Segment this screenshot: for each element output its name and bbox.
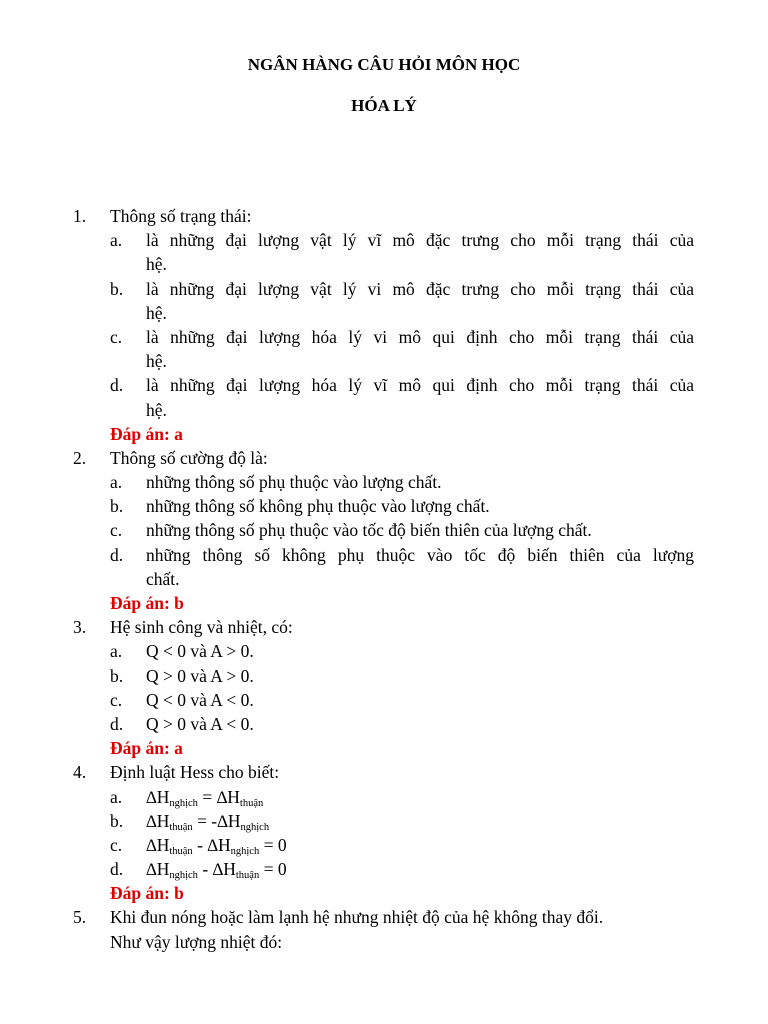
option-1c-cont — [0, 349, 768, 373]
delta-h-symbol: ∆H — [146, 859, 170, 880]
option-letter: b. — [110, 810, 124, 831]
formula-subscript: nghịch — [169, 797, 198, 809]
option-text: những thông số phụ thuộc vào lượng chất. — [146, 472, 442, 493]
question-number: 5. — [73, 907, 87, 928]
delta-h-symbol: ∆H — [216, 786, 240, 807]
option-letter: c. — [110, 834, 123, 855]
formula-subscript: nghịch — [240, 821, 270, 833]
option-text: là những đại lượng vật lý vi mô đặc trưng cho mỗi trạng thái của — [146, 278, 694, 299]
option-4b — [0, 809, 768, 833]
option-letter: a. — [110, 230, 123, 251]
formula-subscript: thuận — [169, 821, 193, 833]
option-letter: c. — [110, 326, 123, 347]
option-letter: d. — [110, 375, 124, 396]
formula-operator: = - — [192, 810, 218, 831]
option-text-continued: chất. — [146, 568, 180, 589]
document-subtitle: HÓA LÝ — [351, 96, 417, 115]
option-1b-cont — [0, 301, 768, 325]
option-4c — [0, 833, 768, 857]
question-text: Hệ sinh công và nhiệt, có: — [110, 617, 293, 638]
option-letter: d. — [110, 544, 124, 565]
option-text-continued: hệ. — [146, 351, 167, 372]
question-text: Thông số cường độ là: — [110, 447, 268, 468]
delta-h-symbol: ∆H — [217, 810, 241, 831]
option-letter: d. — [110, 713, 124, 734]
option-2d — [0, 543, 768, 567]
option-letter: a. — [110, 786, 123, 807]
option-text: những thông số phụ thuộc vào tốc độ biến thiên của lượng chất. — [146, 520, 592, 541]
question-number: 3. — [73, 617, 87, 638]
question-5 — [0, 905, 768, 929]
question-text: Khi đun nóng hoặc làm lạnh hệ nhưng nhiệt độ của hệ không thay đổi. — [110, 907, 604, 928]
option-letter: c. — [110, 689, 123, 710]
option-formula — [146, 809, 269, 833]
question-text-continued: Như vậy lượng nhiệt đó: — [110, 931, 283, 952]
option-text-continued: hệ. — [146, 302, 167, 323]
delta-h-symbol: ∆H — [212, 859, 236, 880]
formula-operator: - — [197, 859, 213, 880]
option-1d-cont — [0, 398, 768, 422]
question-5-cont — [0, 930, 768, 954]
answer-1 — [0, 422, 768, 446]
option-1c — [0, 325, 768, 349]
formula-operator: - — [192, 834, 208, 855]
formula-subscript: thuận — [169, 845, 193, 857]
question-number: 2. — [73, 447, 87, 468]
option-text: là những đại lượng hóa lý vi mô qui định cho mỗi trạng thái của — [146, 326, 694, 347]
answer-label: Đáp án: b — [110, 883, 184, 904]
answer-4 — [0, 881, 768, 905]
option-text: là những đại lượng hóa lý vĩ mô qui định cho mỗi trạng thái của — [146, 375, 694, 396]
formula-tail: = 0 — [259, 834, 287, 855]
option-2c — [0, 518, 768, 542]
option-text: Q < 0 và A < 0. — [146, 689, 254, 710]
option-formula — [146, 785, 263, 809]
delta-h-symbol: ∆H — [207, 834, 231, 855]
option-1a-cont — [0, 252, 768, 276]
question-1 — [0, 204, 768, 228]
formula-operator: = — [197, 786, 217, 807]
formula-tail: = 0 — [259, 859, 287, 880]
option-letter: b. — [110, 496, 124, 517]
option-4a — [0, 785, 768, 809]
option-3a — [0, 639, 768, 663]
option-3d — [0, 712, 768, 736]
option-text: những thông số không phụ thuộc vào tốc độ biến thiên của lượng — [146, 544, 694, 565]
option-text: là những đại lượng vật lý vĩ mô đặc trưng cho mỗi trạng thái của — [146, 230, 694, 251]
option-3b — [0, 664, 768, 688]
option-text-continued: hệ. — [146, 399, 167, 420]
delta-h-symbol: ∆H — [146, 786, 170, 807]
document-title: NGÂN HÀNG CÂU HỎI MÔN HỌC — [247, 55, 521, 74]
formula-subscript: thuận — [239, 797, 264, 809]
answer-label: Đáp án: a — [110, 738, 183, 759]
question-3 — [0, 615, 768, 639]
option-letter: a. — [110, 641, 123, 662]
option-2d-cont — [0, 567, 768, 591]
option-1d — [0, 373, 768, 397]
option-text: những thông số không phụ thuộc vào lượng chất. — [146, 496, 490, 517]
delta-h-symbol: ∆H — [146, 834, 170, 855]
answer-label: Đáp án: a — [110, 423, 183, 444]
answer-label: Đáp án: b — [110, 593, 184, 613]
option-text-continued: hệ. — [146, 254, 167, 275]
question-number: 1. — [73, 206, 87, 226]
delta-h-symbol: ∆H — [146, 810, 170, 831]
option-letter: c. — [110, 520, 123, 541]
answer-2 — [0, 591, 768, 615]
answer-3 — [0, 736, 768, 760]
option-formula — [146, 833, 287, 857]
option-letter: b. — [110, 278, 124, 299]
option-1b — [0, 277, 768, 301]
question-2 — [0, 446, 768, 470]
option-text: Q > 0 và A > 0. — [146, 665, 254, 686]
option-2a — [0, 470, 768, 494]
option-letter: a. — [110, 472, 123, 493]
option-text: Q > 0 và A < 0. — [146, 713, 254, 734]
option-2b — [0, 494, 768, 518]
option-letter: b. — [110, 665, 124, 686]
formula-subscript: nghịch — [169, 870, 198, 882]
question-list — [0, 204, 768, 954]
option-letter: d. — [110, 859, 124, 880]
option-1a — [0, 228, 768, 252]
option-4d — [0, 857, 768, 881]
formula-subscript: nghịch — [230, 845, 260, 857]
question-text: Định luật Hess cho biết: — [110, 762, 280, 783]
option-3c — [0, 688, 768, 712]
question-4 — [0, 760, 768, 784]
option-formula — [146, 857, 287, 881]
option-text: Q < 0 và A > 0. — [146, 641, 254, 662]
formula-subscript: thuận — [235, 870, 260, 882]
question-number: 4. — [73, 762, 87, 783]
question-text: Thông số trạng thái: — [110, 206, 252, 226]
